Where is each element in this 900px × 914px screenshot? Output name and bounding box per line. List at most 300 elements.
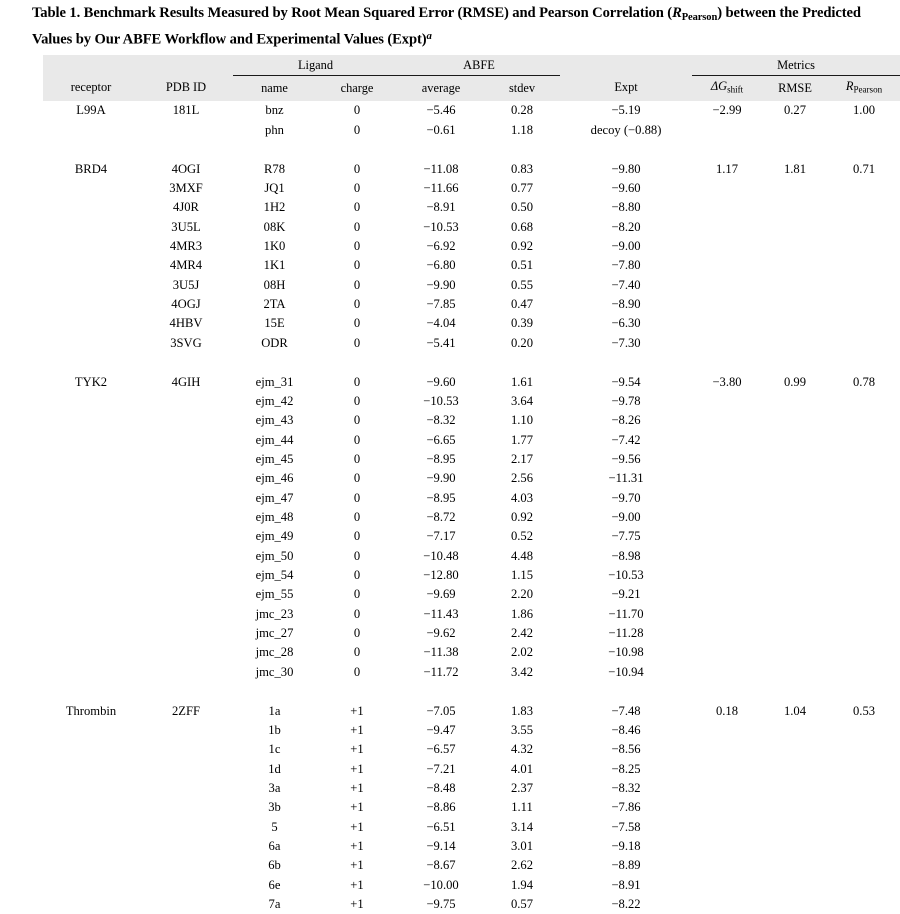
cell-receptor — [43, 508, 139, 527]
cell-expt: −8.80 — [611, 200, 641, 215]
cell-rmse — [762, 314, 828, 333]
cell-pdb-id: 3SVG — [170, 335, 202, 350]
cell-stdev: 0.20 — [510, 335, 534, 350]
cell-dg-shift: −3.80 — [712, 374, 742, 389]
cell-rpearson — [828, 295, 900, 314]
cell-average: −8.48 — [426, 780, 456, 795]
cell-rpearson — [828, 895, 900, 914]
cell-average: −0.61 — [426, 122, 456, 137]
cell-receptor — [43, 334, 139, 353]
caption-r-symbol: R — [672, 5, 682, 21]
caption-footnote-marker: a — [426, 30, 432, 43]
table-row — [43, 198, 900, 217]
cell-dg-shift — [692, 643, 762, 662]
cell-charge: 0 — [353, 413, 361, 428]
cell-rpearson — [828, 779, 900, 798]
cell-average: −11.38 — [423, 645, 459, 660]
cell-pdb-id: 3U5J — [172, 277, 200, 292]
group-header-blank-receptor — [43, 55, 139, 76]
table-spacer-row — [43, 682, 900, 702]
cell-rpearson — [828, 624, 900, 643]
cell-stdev: 1.61 — [510, 374, 534, 389]
cell-rpearson — [828, 856, 900, 875]
cell-charge: 0 — [353, 529, 361, 544]
rpearson-symbol: R — [845, 79, 854, 93]
cell-receptor — [43, 585, 139, 604]
cell-stdev: 0.57 — [510, 897, 534, 911]
cell-average: −10.48 — [423, 548, 459, 563]
column-header-rpearson — [828, 76, 900, 102]
cell-rmse — [762, 450, 828, 469]
cell-dg-shift — [692, 489, 762, 508]
cell-name: jmc_23 — [255, 606, 294, 621]
cell-stdev: 1.86 — [510, 606, 534, 621]
cell-name: 5 — [271, 819, 278, 834]
cell-name: 1c — [268, 742, 281, 757]
cell-receptor — [43, 876, 139, 895]
group-header-blank-expt — [560, 55, 692, 76]
cell-rpearson — [828, 527, 900, 546]
table-row — [43, 527, 900, 546]
table-row — [43, 856, 900, 875]
spacer-cell — [43, 682, 900, 702]
cell-pdb-id — [139, 856, 233, 875]
cell-stdev: 1.11 — [511, 800, 533, 815]
cell-name: ejm_44 — [255, 432, 294, 447]
cell-name: 3b — [268, 800, 281, 815]
cell-charge: 0 — [353, 548, 361, 563]
cell-expt: −9.18 — [611, 838, 641, 853]
cell-expt: −9.60 — [611, 180, 641, 195]
cell-charge: 0 — [353, 297, 361, 312]
cell-name: 1H2 — [263, 200, 286, 215]
cell-average: −10.53 — [423, 393, 459, 408]
table-row — [43, 489, 900, 508]
cell-expt: −9.00 — [611, 239, 641, 253]
cell-receptor — [43, 779, 139, 798]
cell-rmse — [762, 334, 828, 353]
cell-charge: +1 — [350, 742, 364, 757]
cell-charge: 0 — [353, 180, 361, 195]
cell-receptor — [43, 450, 139, 469]
cell-name: 1K1 — [263, 258, 286, 273]
cell-pdb-id — [139, 508, 233, 527]
cell-dg-shift — [692, 837, 762, 856]
cell-rmse — [762, 779, 828, 798]
column-header-pdb-id: PDB ID — [139, 76, 233, 102]
cell-pdb-id — [139, 643, 233, 662]
cell-average: −6.80 — [426, 258, 456, 273]
spacer-cell — [43, 353, 900, 373]
table-caption — [32, 4, 868, 50]
cell-charge: 0 — [353, 664, 361, 679]
cell-rmse: 1.04 — [783, 703, 807, 718]
cell-receptor — [43, 179, 139, 198]
cell-expt: −7.80 — [611, 258, 641, 273]
cell-rmse — [762, 276, 828, 295]
cell-average: −9.90 — [426, 277, 456, 292]
cell-pdb-id: 4OGI — [171, 161, 201, 176]
column-header-average: average — [398, 76, 484, 102]
cell-receptor — [43, 121, 139, 140]
column-header-receptor: receptor — [43, 76, 139, 102]
cell-dg-shift — [692, 431, 762, 450]
cell-expt: −8.20 — [611, 219, 641, 234]
table-row — [43, 101, 900, 120]
cell-dg-shift — [692, 469, 762, 488]
cell-dg-shift — [692, 508, 762, 527]
cell-dg-shift — [692, 721, 762, 740]
cell-receptor — [43, 218, 139, 237]
cell-rmse — [762, 179, 828, 198]
cell-charge: +1 — [350, 780, 364, 795]
cell-rpearson — [828, 818, 900, 837]
cell-pdb-id — [139, 392, 233, 411]
cell-dg-shift — [692, 856, 762, 875]
group-header-metrics: Metrics — [692, 55, 900, 76]
cell-dg-shift — [692, 334, 762, 353]
cell-average: −5.41 — [426, 335, 456, 350]
cell-charge: 0 — [353, 432, 361, 447]
table-row — [43, 334, 900, 353]
cell-receptor — [43, 856, 139, 875]
table-row — [43, 837, 900, 856]
table-row — [43, 121, 900, 140]
cell-receptor — [43, 818, 139, 837]
cell-receptor — [43, 489, 139, 508]
cell-charge: 0 — [353, 239, 361, 253]
cell-pdb-id: 4MR3 — [169, 239, 203, 253]
cell-rmse — [762, 624, 828, 643]
table-row — [43, 605, 900, 624]
cell-rmse — [762, 198, 828, 217]
cell-receptor — [43, 237, 139, 256]
table-body — [43, 101, 900, 914]
cell-pdb-id: 3U5L — [171, 219, 201, 234]
cell-average: −11.66 — [423, 180, 459, 195]
cell-receptor: L99A — [76, 103, 106, 118]
cell-name: 08H — [263, 277, 286, 292]
column-header-charge: charge — [316, 76, 398, 102]
cell-receptor — [43, 663, 139, 682]
cell-pdb-id — [139, 624, 233, 643]
cell-rmse — [762, 295, 828, 314]
cell-pdb-id — [139, 818, 233, 837]
cell-stdev: 0.83 — [510, 161, 534, 176]
cell-rpearson — [828, 450, 900, 469]
cell-average: −11.43 — [423, 606, 459, 621]
cell-charge: +1 — [350, 761, 364, 776]
table-row — [43, 218, 900, 237]
cell-dg-shift — [692, 605, 762, 624]
cell-name: ejm_50 — [255, 548, 294, 563]
cell-stdev: 0.92 — [510, 239, 534, 253]
table-row — [43, 179, 900, 198]
cell-charge: +1 — [350, 877, 364, 892]
cell-expt: −9.21 — [611, 587, 641, 602]
cell-name: jmc_30 — [255, 664, 294, 679]
cell-expt: −11.28 — [608, 626, 644, 641]
cell-dg-shift: 1.17 — [715, 161, 739, 176]
column-header-name: name — [233, 76, 316, 102]
cell-stdev: 2.42 — [510, 626, 534, 641]
cell-name: ejm_42 — [255, 393, 294, 408]
cell-pdb-id — [139, 566, 233, 585]
cell-stdev: 3.01 — [510, 838, 534, 853]
cell-average: −8.95 — [426, 451, 456, 466]
cell-pdb-id — [139, 876, 233, 895]
cell-rpearson — [828, 643, 900, 662]
table-row — [43, 702, 900, 721]
cell-rpearson: 0.53 — [853, 703, 876, 718]
cell-name: 6b — [268, 858, 281, 873]
cell-average: −10.53 — [423, 219, 459, 234]
cell-dg-shift — [692, 392, 762, 411]
cell-expt: −9.54 — [611, 374, 641, 389]
column-header-row — [43, 76, 900, 102]
cell-receptor — [43, 469, 139, 488]
cell-charge: +1 — [350, 722, 364, 737]
cell-stdev: 0.68 — [510, 219, 534, 234]
cell-name: ejm_31 — [255, 374, 294, 389]
cell-stdev: 0.52 — [510, 529, 534, 544]
cell-rpearson — [828, 740, 900, 759]
table-row — [43, 547, 900, 566]
cell-average: −6.65 — [426, 432, 456, 447]
table-row — [43, 237, 900, 256]
cell-rpearson — [828, 798, 900, 817]
cell-expt: −10.98 — [608, 645, 644, 660]
cell-name: 6a — [268, 838, 281, 853]
cell-expt: −9.78 — [611, 393, 641, 408]
cell-expt: −10.53 — [608, 568, 644, 582]
cell-receptor — [43, 605, 139, 624]
cell-rmse — [762, 818, 828, 837]
cell-dg-shift — [692, 566, 762, 585]
cell-rpearson — [828, 547, 900, 566]
cell-rpearson — [828, 585, 900, 604]
cell-receptor — [43, 547, 139, 566]
cell-average: −10.00 — [423, 877, 459, 892]
cell-rmse — [762, 605, 828, 624]
cell-expt: −8.26 — [611, 413, 641, 428]
cell-pdb-id — [139, 895, 233, 914]
table-row — [43, 276, 900, 295]
cell-name: 1d — [268, 761, 281, 776]
cell-dg-shift: 0.18 — [715, 703, 739, 718]
cell-rmse — [762, 218, 828, 237]
caption-prefix: Table 1. Benchmark Results Measured by Root Mean Squared Error (RMSE) and Pearson Correlation ( — [32, 5, 673, 21]
cell-dg-shift — [692, 663, 762, 682]
cell-expt: −6.30 — [611, 316, 641, 331]
table-row — [43, 566, 900, 585]
cell-average: −6.92 — [426, 239, 456, 253]
cell-average: −5.46 — [426, 103, 456, 118]
cell-expt: −9.56 — [611, 451, 641, 466]
table-row — [43, 450, 900, 469]
cell-expt: decoy (−0.88) — [590, 122, 662, 137]
cell-receptor — [43, 411, 139, 430]
cell-dg-shift — [692, 121, 762, 140]
cell-rpearson: 0.71 — [853, 161, 876, 176]
cell-expt: −7.30 — [611, 335, 641, 350]
cell-pdb-id: 4HBV — [169, 316, 203, 331]
cell-receptor: BRD4 — [74, 161, 108, 176]
cell-charge: 0 — [353, 471, 361, 486]
cell-charge: 0 — [353, 219, 361, 234]
benchmark-table-wrapper — [43, 55, 883, 914]
cell-pdb-id: 4MR4 — [169, 258, 203, 273]
cell-charge: 0 — [353, 200, 361, 215]
table-row — [43, 895, 900, 914]
cell-rmse — [762, 837, 828, 856]
cell-rmse — [762, 527, 828, 546]
cell-pdb-id — [139, 489, 233, 508]
cell-dg-shift: −2.99 — [712, 103, 742, 118]
cell-rmse — [762, 411, 828, 430]
cell-receptor — [43, 624, 139, 643]
cell-name: ejm_54 — [255, 568, 294, 582]
cell-dg-shift — [692, 237, 762, 256]
cell-average: −7.85 — [426, 297, 456, 312]
cell-charge: 0 — [353, 374, 361, 389]
cell-average: −9.90 — [426, 471, 456, 486]
table-row — [43, 643, 900, 662]
cell-expt: −7.48 — [611, 703, 641, 718]
cell-expt: −7.58 — [611, 819, 641, 834]
table-row — [43, 160, 900, 179]
cell-stdev: 1.18 — [510, 122, 534, 137]
table-row — [43, 585, 900, 604]
cell-charge: 0 — [353, 103, 361, 118]
cell-expt: −8.46 — [611, 722, 641, 737]
cell-pdb-id — [139, 740, 233, 759]
table-row — [43, 411, 900, 430]
table-row — [43, 663, 900, 682]
cell-pdb-id: 4J0R — [173, 200, 199, 215]
cell-name: ejm_48 — [255, 509, 294, 524]
cell-dg-shift — [692, 276, 762, 295]
cell-rpearson — [828, 605, 900, 624]
cell-receptor — [43, 895, 139, 914]
cell-rmse: 1.81 — [783, 161, 807, 176]
cell-name: ejm_43 — [255, 413, 294, 428]
cell-rpearson — [828, 489, 900, 508]
cell-rmse — [762, 760, 828, 779]
cell-stdev: 0.50 — [510, 200, 534, 215]
cell-pdb-id — [139, 663, 233, 682]
cell-stdev: 2.62 — [510, 858, 534, 873]
cell-rmse — [762, 876, 828, 895]
cell-receptor — [43, 256, 139, 275]
cell-name: phn — [265, 122, 284, 137]
cell-rpearson — [828, 721, 900, 740]
cell-rmse: 0.27 — [783, 103, 807, 118]
cell-stdev: 0.92 — [510, 509, 534, 524]
cell-charge: 0 — [353, 587, 361, 602]
table-spacer-row — [43, 140, 900, 160]
cell-average: −8.32 — [426, 413, 456, 428]
table-row — [43, 431, 900, 450]
cell-dg-shift — [692, 740, 762, 759]
cell-rpearson — [828, 876, 900, 895]
cell-charge: 0 — [353, 122, 361, 137]
cell-rmse: 0.99 — [783, 374, 807, 389]
table-row — [43, 314, 900, 333]
cell-expt: −5.19 — [611, 103, 641, 118]
cell-dg-shift — [692, 876, 762, 895]
table-row — [43, 798, 900, 817]
cell-charge: +1 — [350, 897, 364, 911]
table-row — [43, 508, 900, 527]
cell-name: 15E — [264, 316, 285, 331]
cell-stdev: 4.03 — [510, 490, 534, 505]
cell-stdev: 0.47 — [510, 297, 534, 312]
table-header — [43, 55, 900, 101]
cell-name: 1b — [268, 722, 281, 737]
group-header-abfe: ABFE — [398, 55, 560, 76]
cell-average: −9.62 — [426, 626, 456, 641]
cell-expt: −8.56 — [611, 742, 641, 757]
cell-dg-shift — [692, 624, 762, 643]
spacer-cell — [43, 140, 900, 160]
cell-name: ejm_45 — [255, 451, 294, 466]
cell-pdb-id — [139, 431, 233, 450]
cell-rpearson — [828, 760, 900, 779]
table-row — [43, 818, 900, 837]
cell-pdb-id: 2ZFF — [172, 703, 200, 718]
cell-stdev: 2.20 — [510, 587, 534, 602]
table-row — [43, 256, 900, 275]
cell-average: −8.91 — [426, 200, 456, 215]
cell-dg-shift — [692, 760, 762, 779]
cell-average: −11.08 — [423, 161, 459, 176]
cell-rmse — [762, 489, 828, 508]
cell-rmse — [762, 256, 828, 275]
cell-rmse — [762, 798, 828, 817]
cell-expt: −8.98 — [611, 548, 641, 563]
cell-dg-shift — [692, 585, 762, 604]
cell-rmse — [762, 721, 828, 740]
cell-dg-shift — [692, 179, 762, 198]
cell-receptor: TYK2 — [74, 374, 108, 389]
cell-charge: 0 — [353, 626, 361, 641]
cell-stdev: 3.14 — [510, 819, 534, 834]
cell-charge: +1 — [350, 838, 364, 853]
cell-receptor — [43, 721, 139, 740]
cell-rpearson: 1.00 — [853, 103, 876, 118]
cell-pdb-id — [139, 585, 233, 604]
cell-expt: −8.25 — [611, 761, 641, 776]
cell-rmse — [762, 469, 828, 488]
cell-rpearson — [828, 179, 900, 198]
cell-receptor — [43, 198, 139, 217]
cell-stdev: 2.17 — [510, 451, 534, 466]
cell-charge: 0 — [353, 606, 361, 621]
cell-average: −4.04 — [426, 316, 456, 331]
cell-rmse — [762, 663, 828, 682]
cell-name: ejm_55 — [255, 587, 294, 602]
cell-charge: 0 — [353, 316, 361, 331]
table-spacer-row — [43, 353, 900, 373]
cell-name: 6e — [268, 877, 281, 892]
cell-expt: −7.40 — [611, 277, 641, 292]
benchmark-results-table — [43, 55, 900, 914]
column-header-rmse: RMSE — [762, 76, 828, 102]
cell-rpearson — [828, 411, 900, 430]
cell-rpearson — [828, 198, 900, 217]
table-row — [43, 876, 900, 895]
